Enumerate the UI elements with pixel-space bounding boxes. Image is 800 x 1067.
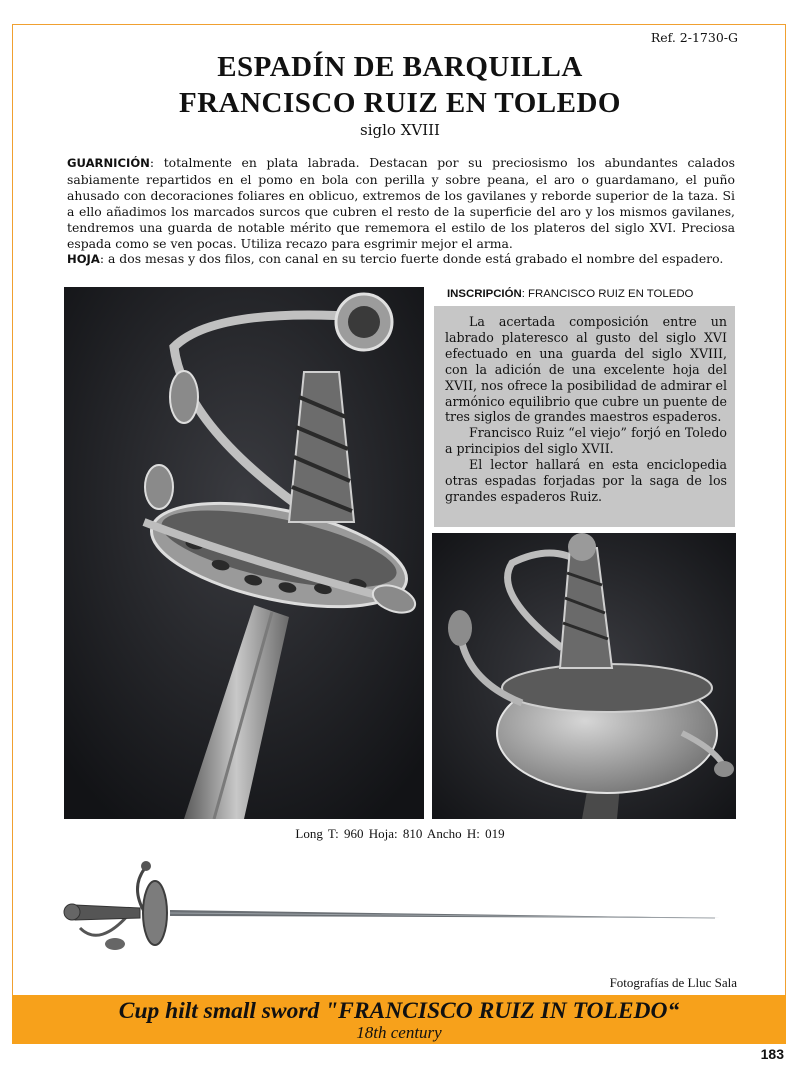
dimensions-line: Long T: 960 Hoja: 810 Ancho H: 019 [295,826,505,841]
description-text [67,155,735,268]
hilt-photo-detail [432,533,736,819]
commentary-box [434,306,735,527]
guarnicion-text: : totalmente en plata labrada. Destacan por su preciosismo los abundantes calados sabiamente repartidos en el pomo en bola con perilla y sobre peana, el aro o guardamano, el puño ahusado con decoraciones foliares en oblicuo, extremos de los gavilanes y reborde superior de la taza. Si a ello añadimos los marcados surcos que cubren el resto de la superficie del aro y los mismos gavilanes, tendremos una guarda de notable mérito que rememora el estilo de los plateros del siglo XVI. Preciosa espada como se ven pocas. Utiliza recazo para esgrimir mejor el arma. [67,155,735,251]
hilt-photo-main-image [64,287,424,819]
footer-band [12,995,786,1044]
english-subtitle: 18th century [356,1023,442,1042]
guarnicion-paragraph [67,155,735,251]
page-number: 183 [760,1046,784,1062]
inscription-label: INSCRIPCIÓN [447,288,522,300]
commentary-para2: Francisco Ruiz “el viejo” forjó en Toledo a principios del siglo XVII. [445,425,727,457]
century-subtitle: siglo XVIII [360,121,440,139]
hilt-photo-detail-image [432,533,736,819]
commentary-para1: La acertada composición entre un labrado plateresco al gusto del siglo XVI efectuado en una guarda del siglo XVIII, con la adición de una excelente hoja del XVII, nos ofrece la posibilidad de admirar el armónico equilibrio que cubre un puente de tres siglos de grandes maestros espaderos. [445,314,727,425]
full-sword-image [60,858,730,958]
english-title: Cup hilt small sword "FRANCISCO RUIZ IN TOLEDO“ [118,998,680,1024]
hoja-text: : a dos mesas y dos filos, con canal en su tercio fuerte donde está grabado el nombre del espadero. [99,251,724,267]
full-sword-photo [60,858,730,958]
reference-number: Ref. 2-1730-G [650,30,738,45]
hilt-photo-main [64,287,424,819]
guarnicion-label: GUARNICIÓN [67,156,150,170]
hoja-paragraph [67,251,735,268]
commentary-para3: El lector hallará en esta enciclopedia otras espadas forjadas por la saga de los grandes espaderos Ruiz. [445,457,727,504]
page-title-line1: ESPADÍN DE BARQUILLA [217,51,583,83]
inscription-text: : FRANCISCO RUIZ EN TOLEDO [521,288,694,300]
inscription-line [447,288,693,300]
hoja-label: HOJA [67,252,100,267]
photo-credit: Fotografías de Lluc Sala [609,975,737,990]
page-title-line2: FRANCISCO RUIZ EN TOLEDO [179,87,621,119]
